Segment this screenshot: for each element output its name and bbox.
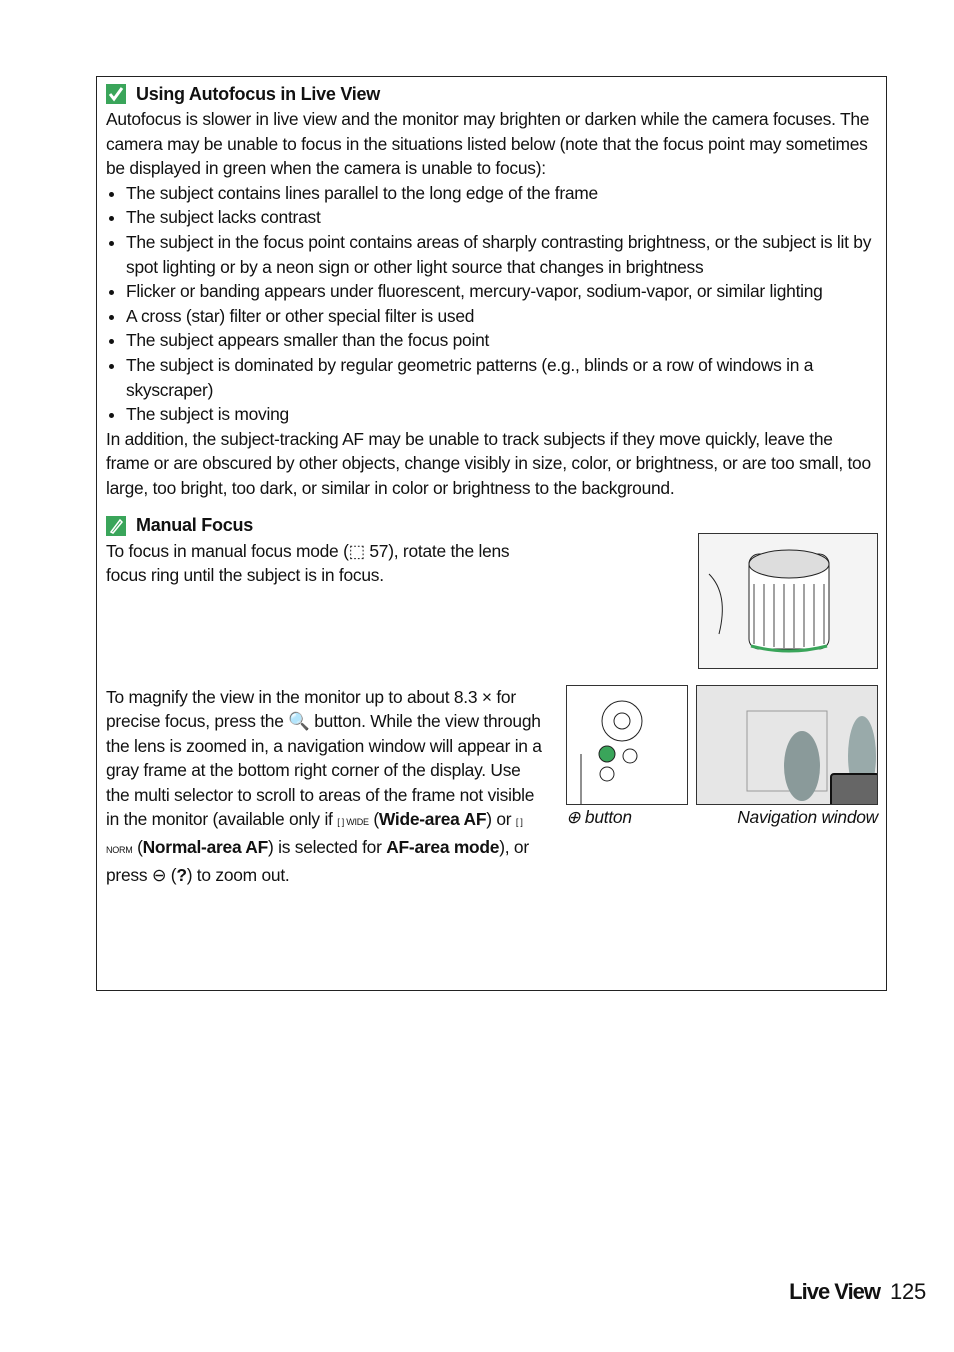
normal-area-label: Normal-area AF bbox=[142, 837, 268, 858]
list-item: • The subject contains lines parallel to the long edge of the frame bbox=[126, 181, 878, 206]
p2-or: ) or bbox=[486, 809, 516, 830]
checkmark-icon bbox=[106, 84, 126, 104]
list-item: • The subject appears smaller than the focus point bbox=[126, 328, 878, 353]
autofocus-intro: Autofocus is slower in live view and the monitor may brighten or darken while the camera focuses. The camera may be unable to focus in the situations listed below (note that the focus point may sometimes be displayed in green when the camera is unable to focus): bbox=[106, 109, 870, 179]
list-item: • The subject is moving bbox=[126, 402, 878, 427]
list-item: • The subject lacks contrast bbox=[126, 205, 878, 230]
navigation-window-caption: Navigation window bbox=[737, 806, 878, 827]
list-item: • A cross (star) filter or other special filter is used bbox=[126, 304, 878, 329]
p2-text: To magnify the view in the monitor up to about 8.3 × for precise focus, press the 🔍 button. While the view through the lens is zoomed in, a navigation window will appear in a gray frame at the bottom right corner of the display. Use the multi selector to scroll to areas of the frame not visible in the monitor (available only if bbox=[106, 686, 542, 830]
button-caption: ⊕ button bbox=[566, 806, 632, 827]
list-item: • Flicker or banding appears under fluorescent, mercury-vapor, sodium-vapor, or similar lighting bbox=[126, 279, 878, 304]
autofocus-list bbox=[106, 181, 878, 427]
normal-area-icon: [ ] NORM bbox=[106, 817, 523, 856]
autofocus-heading bbox=[106, 81, 878, 107]
autofocus-outro: In addition, the subject-tracking AF may be unable to track subjects if they move quickly, leave the frame or are obscured by other objects, change visibly in size, color, or brightness, or are too small, too large, too bright, too dark, or similar in color or brightness to the background. bbox=[106, 428, 871, 498]
manual-title: Manual Focus bbox=[136, 515, 254, 536]
manual-p2: To magnify the view in the monitor up to about 8.3 × for precise focus, press the 🔍 button. While the view through the lens is zoomed in, a navigation window will appear in a gray frame at the bottom right corner of the display. Use the multi selector to scroll to areas of the frame not visible in the monitor (available only if [ ] WIDE (Wide-area AF) or [ ] NORM (Normal-area AF) is selected for AF-area mode), or press ⊖ (?) to zoom out. bbox=[106, 686, 542, 885]
wide-area-icon: [ ] WIDE bbox=[337, 817, 369, 828]
notes-box bbox=[96, 76, 887, 991]
page-number: 125 bbox=[890, 1279, 926, 1304]
help-symbol: ? bbox=[176, 864, 187, 885]
pencil-icon bbox=[106, 516, 126, 536]
p2-text: ), or press ⊖ ( bbox=[106, 837, 529, 885]
list-item: • The subject is dominated by regular geometric patterns (e.g., blinds or a row of windows in a skyscraper) bbox=[126, 353, 878, 402]
camera-back-illustration bbox=[566, 685, 688, 805]
wide-area-label: Wide-area AF bbox=[378, 809, 487, 830]
section-name: Live View bbox=[789, 1279, 881, 1304]
list-item: • The subject in the focus point contains areas of sharply contrasting brightness, or the subject is lit by spot lighting or by a neon sign or other light source that changes in brightness bbox=[126, 230, 878, 279]
navigation-window-illustration bbox=[696, 685, 878, 805]
lens-ring-illustration bbox=[698, 533, 878, 669]
af-area-mode-label: AF-area mode bbox=[386, 837, 500, 858]
p2-text: ) is selected for bbox=[267, 837, 387, 858]
page-footer bbox=[789, 1280, 926, 1305]
p2-text: ) to zoom out. bbox=[186, 864, 290, 885]
autofocus-title: Using Autofocus in Live View bbox=[136, 83, 381, 104]
manual-p1: To focus in manual focus mode (⬚ 57), rotate the lens focus ring until the subject is in focus. bbox=[106, 540, 510, 586]
